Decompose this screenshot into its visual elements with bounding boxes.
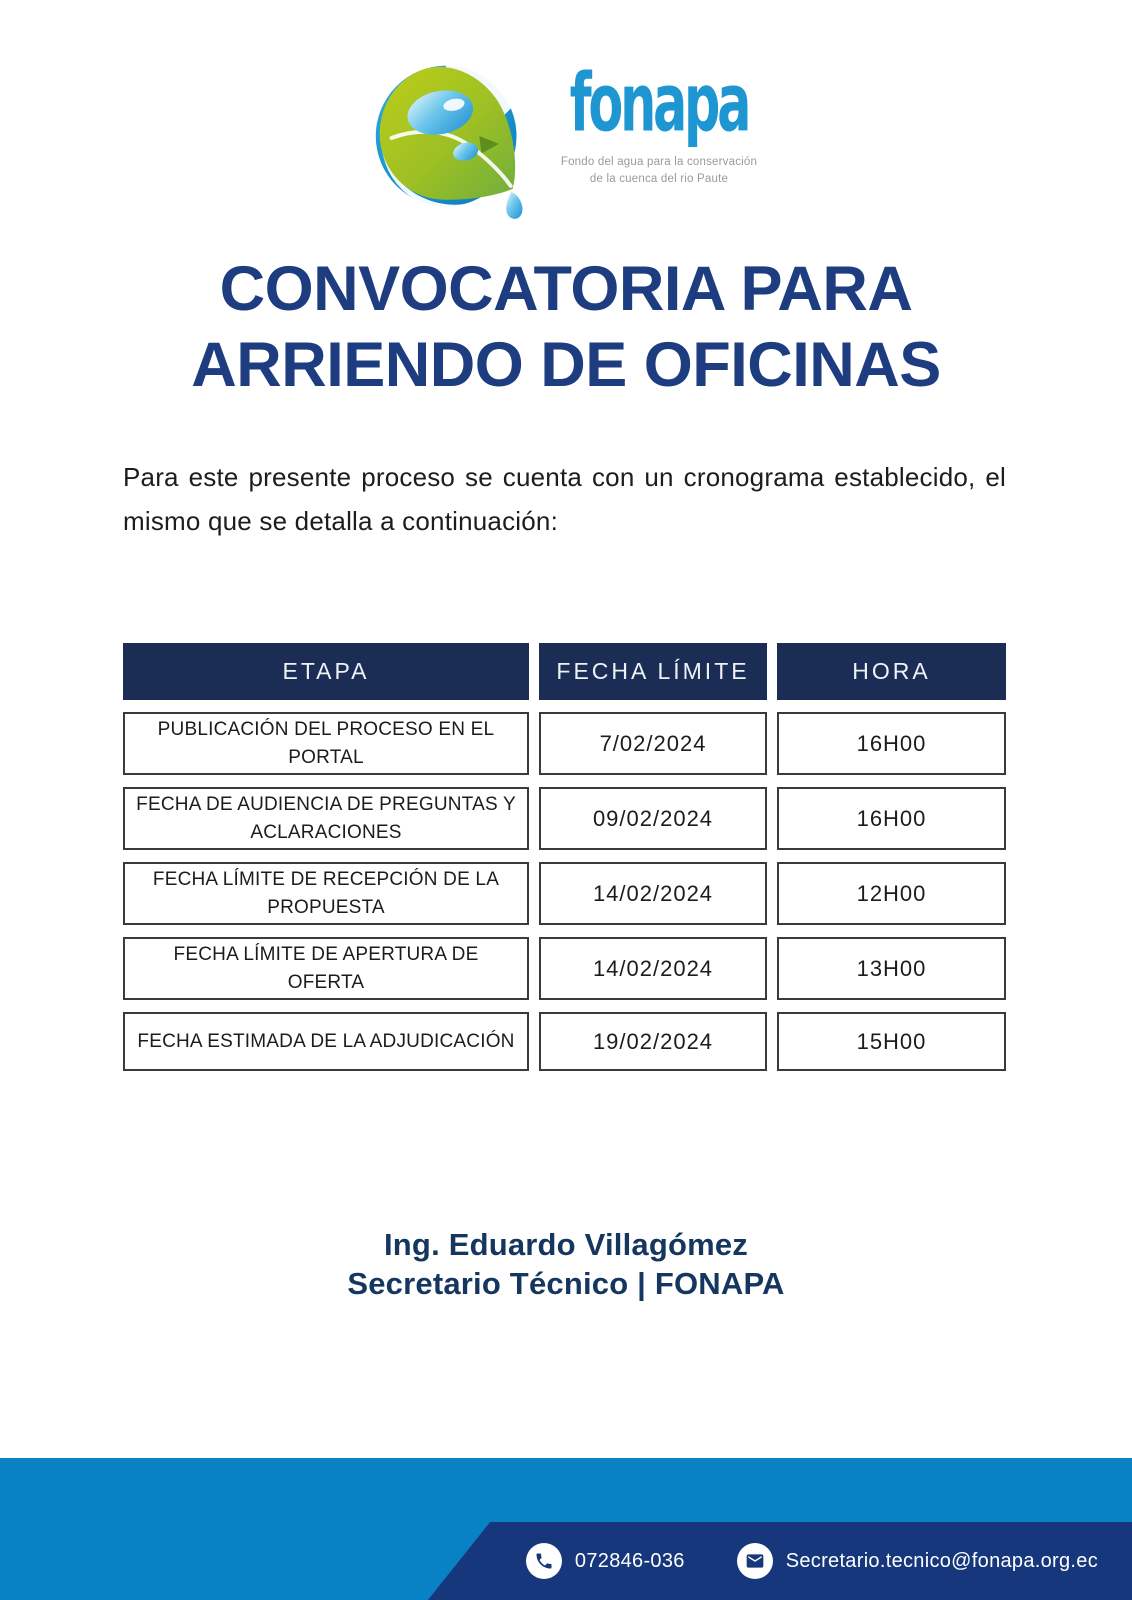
logo <box>0 52 1132 224</box>
fecha-cell: 7/02/2024 <box>539 712 767 775</box>
column-header-etapa: ETAPA <box>123 643 529 700</box>
phone-number: 072846-036 <box>574 1549 685 1572</box>
fecha-cell: 09/02/2024 <box>539 787 767 850</box>
logo-tagline <box>561 154 757 189</box>
etapa-cell: FECHA DE AUDIENCIA DE PREGUNTAS Y ACLARACIONES <box>123 787 529 850</box>
column-header-hora: HORA <box>777 643 1006 700</box>
etapa-cell: FECHA ESTIMADA DE LA ADJUDICACIÓN <box>123 1012 529 1071</box>
hora-cell: 15H00 <box>777 1012 1006 1071</box>
signature-block <box>0 1226 1132 1304</box>
phone-icon <box>526 1543 562 1579</box>
etapa-cell: FECHA LÍMITE DE APERTURA DE OFERTA <box>123 937 529 1000</box>
brand-wordmark: fonapa <box>569 55 749 151</box>
column-header-fecha-limite: FECHA LÍMITE <box>539 643 767 700</box>
logo-tagline-line2: de la cuenca del rio Paute <box>589 173 729 186</box>
fonapa-drop-leaf-icon <box>364 52 540 224</box>
fecha-cell: 14/02/2024 <box>539 937 767 1000</box>
hora-cell: 13H00 <box>777 937 1006 1000</box>
email-contact <box>737 1543 1098 1579</box>
page-title <box>0 252 1132 403</box>
title-line1: CONVOCATORIA PARA <box>219 254 913 324</box>
footer-contacts <box>0 1522 1132 1600</box>
email-address: Secretario.tecnico@fonapa.org.ec <box>785 1549 1098 1572</box>
phone-contact <box>526 1543 685 1579</box>
email-icon <box>737 1543 773 1579</box>
logo-tagline-line1: Fondo del agua para la conservación <box>560 156 758 168</box>
signatory-name: Ing. Eduardo Villagómez <box>383 1227 749 1262</box>
fecha-cell: 19/02/2024 <box>539 1012 767 1071</box>
hora-cell: 16H00 <box>777 712 1006 775</box>
logo-text <box>550 55 768 189</box>
etapa-cell: PUBLICACIÓN DEL PROCESO EN EL PORTAL <box>123 712 529 775</box>
hora-cell: 16H00 <box>777 787 1006 850</box>
schedule-table <box>123 643 1006 1071</box>
etapa-cell: FECHA LÍMITE DE RECEPCIÓN DE LA PROPUESTA <box>123 862 529 925</box>
title-line2: ARRIENDO DE OFICINAS <box>191 329 941 400</box>
intro-paragraph: Para este presente proceso se cuenta con un cronograma establecido, el mismo que se detalla a continuación: <box>123 462 1006 536</box>
hora-cell: 12H00 <box>777 862 1006 925</box>
signatory-role: Secretario Técnico | FONAPA <box>347 1265 785 1301</box>
fecha-cell: 14/02/2024 <box>539 862 767 925</box>
